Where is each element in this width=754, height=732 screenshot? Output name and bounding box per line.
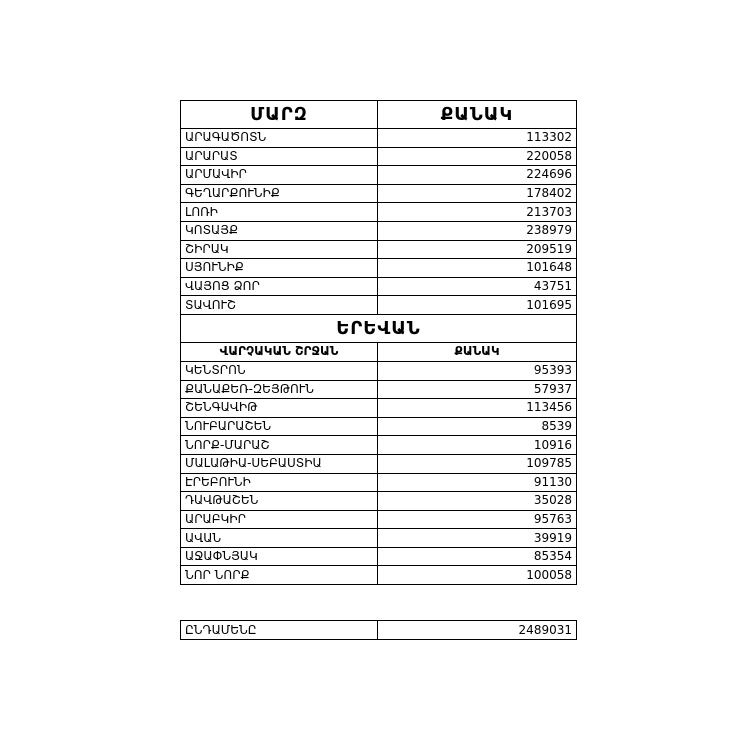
- row-count: 10916: [378, 436, 577, 455]
- row-name: ԱՐԱԲԿԻՐ: [181, 510, 378, 529]
- district-column-header: ՎԱՐՉԱԿԱՆ ՇՐՋԱՆ: [181, 342, 378, 361]
- district-row: [181, 529, 577, 548]
- district-row: [181, 547, 577, 566]
- row-name: ԳԵՂԱՐՔՈՒՆԻՔ: [181, 184, 378, 203]
- yerevan-header-row: [181, 342, 577, 361]
- row-count: 224696: [378, 166, 577, 185]
- row-count: 57937: [378, 380, 577, 399]
- region-row: [181, 240, 577, 259]
- row-name: ԱՐԱՐԱՏ: [181, 147, 378, 166]
- row-count: 220058: [378, 147, 577, 166]
- row-count: 91130: [378, 473, 577, 492]
- row-name: ՆՈՐՔ-ՄԱՐԱՇ: [181, 436, 378, 455]
- row-name: ՍՅՈՒՆԻՔ: [181, 259, 378, 278]
- row-name: ԱՐՄԱՎԻՐ: [181, 166, 378, 185]
- district-row: [181, 380, 577, 399]
- district-count-column-header: ՔԱՆԱԿ: [378, 342, 577, 361]
- count-column-header: ՔԱՆԱԿ: [378, 101, 577, 129]
- row-count: 113302: [378, 129, 577, 148]
- row-name: ՇԵՆԳԱՎԻԹ: [181, 399, 378, 418]
- district-row: [181, 436, 577, 455]
- region-row: [181, 184, 577, 203]
- region-row: [181, 203, 577, 222]
- table-header-row: [181, 101, 577, 129]
- row-count: 109785: [378, 454, 577, 473]
- district-row: [181, 473, 577, 492]
- region-row: [181, 221, 577, 240]
- row-name: ՎԱՅՈՑ ՁՈՐ: [181, 277, 378, 296]
- region-row: [181, 147, 577, 166]
- row-count: 113456: [378, 399, 577, 418]
- row-count: 238979: [378, 221, 577, 240]
- row-name: ԷՐԵԲՈՒՆԻ: [181, 473, 378, 492]
- region-column-header: ՄԱՐԶ: [181, 101, 378, 129]
- region-row: [181, 129, 577, 148]
- row-name: ՔԱՆԱՔԵՌ-ԶԵՅԹՈՒՆ: [181, 380, 378, 399]
- row-count: 95393: [378, 361, 577, 380]
- row-count: 8539: [378, 417, 577, 436]
- total-row: [181, 621, 577, 640]
- row-name: ՄԱԼԱԹԻԱ-ՍԵԲԱՍՏԻԱ: [181, 454, 378, 473]
- district-row: [181, 361, 577, 380]
- region-row: [181, 166, 577, 185]
- row-count: 101695: [378, 296, 577, 315]
- row-count: 178402: [378, 184, 577, 203]
- district-row: [181, 492, 577, 511]
- row-count: 101648: [378, 259, 577, 278]
- total-label: ԸՆԴԱՄԵՆԸ: [181, 621, 378, 640]
- row-count: 213703: [378, 203, 577, 222]
- yerevan-section-row: [181, 314, 577, 342]
- row-count: 43751: [378, 277, 577, 296]
- district-row: [181, 399, 577, 418]
- population-table: [180, 100, 577, 585]
- district-row: [181, 417, 577, 436]
- row-count: 100058: [378, 566, 577, 585]
- region-row: [181, 277, 577, 296]
- row-name: ՇԻՐԱԿ: [181, 240, 378, 259]
- district-row: [181, 566, 577, 585]
- row-count: 39919: [378, 529, 577, 548]
- row-name: ԿՈՏԱՅՔ: [181, 221, 378, 240]
- row-count: 209519: [378, 240, 577, 259]
- row-name: ՆՈՒԲԱՐԱՇԵՆ: [181, 417, 378, 436]
- row-count: 85354: [378, 547, 577, 566]
- row-count: 35028: [378, 492, 577, 511]
- row-count: 95763: [378, 510, 577, 529]
- row-name: ԴԱՎԹԱՇԵՆ: [181, 492, 378, 511]
- row-name: ԼՈՌԻ: [181, 203, 378, 222]
- total-value: 2489031: [378, 621, 577, 640]
- district-row: [181, 510, 577, 529]
- row-name: ԱՋԱՓՆՅԱԿ: [181, 547, 378, 566]
- row-name: ՆՈՐ ՆՈՐՔ: [181, 566, 378, 585]
- row-name: ԱՐԱԳԱԾՈՏՆ: [181, 129, 378, 148]
- row-name: ԱՎԱՆ: [181, 529, 378, 548]
- district-row: [181, 454, 577, 473]
- yerevan-section-title: ԵՐԵՎԱՆ: [181, 314, 577, 342]
- row-name: ԿԵՆՏՐՈՆ: [181, 361, 378, 380]
- region-row: [181, 296, 577, 315]
- region-row: [181, 259, 577, 278]
- row-name: ՏԱՎՈՒՇ: [181, 296, 378, 315]
- total-table: [180, 620, 577, 640]
